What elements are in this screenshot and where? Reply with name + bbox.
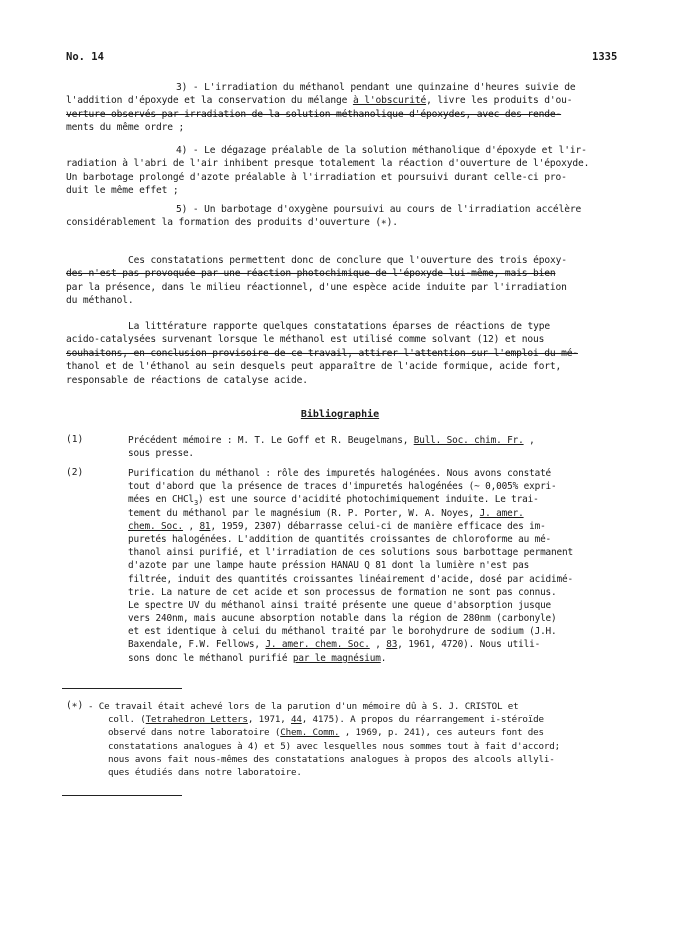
text-line: radiation à l'abri de l'air inhibent presque totalement la réaction d'ouverture de l'époxyde. [66, 158, 590, 170]
journal-name: Tetrahedron Letters [145, 714, 248, 726]
struck-text-line: verture observés par irradiation de la solution méthanolique d'époxydes, avec des rende- [66, 108, 562, 120]
conclusion-paragraph [66, 254, 622, 308]
text-line: responsable de réactions de catalyse acide. [66, 374, 308, 386]
text-line: ments du même ordre ; [66, 122, 185, 134]
text-line: chem. Soc. , 81, 1959, 2307) débarrasse celui-ci de manière efficace des im- [128, 520, 546, 532]
text-line: du méthanol. [66, 295, 134, 307]
underlined-phrase: à l'obscurité [352, 95, 427, 107]
text-line: duit le même effet ; [66, 185, 179, 197]
literature-paragraph [66, 320, 622, 387]
volume-number: 81 [199, 520, 211, 532]
page-number: 1335 [592, 51, 618, 63]
text-line: coll. (Tetrahedron Letters, 1971, 44, 4175). A propos du réarrangement i-stéroïde [108, 714, 544, 726]
text-line: puretés halogénées. L'addition de quantités croissantes de chloroforme au mé- [128, 533, 552, 545]
footnote-mark: (∗) [66, 700, 84, 711]
text-line: thanol et de l'éthanol au sein desquels peut apparaître de l'acide formique, acide fort, [66, 361, 562, 373]
volume-number: 83 [386, 639, 398, 651]
text-line: 5) - Un barbotage d'oxygène poursuivi au cours de l'irradiation accélère [176, 204, 582, 215]
text-line: Le spectre UV du méthanol ainsi traité présente une queue d'absorption jusque [128, 599, 552, 611]
journal-issue: No. 14 [66, 51, 104, 63]
text-line: filtrée, induit des quantités croissantes linéairement d'acide, dosé par acidimé- [128, 573, 574, 585]
text-line: 3) - L'irradiation du méthanol pendant une quinzaine d'heures suivie de [176, 82, 576, 93]
text-line: trie. La nature de cet acide et son processus de formation ne sont pas connus. [128, 586, 557, 598]
text-line: nous avons fait nous-mêmes des constatations analogues à propos des alcools allyli- [108, 753, 555, 765]
text-line: thanol ainsi purifié, et l'irradiation de ces solutions sous barbottage permanent [128, 547, 574, 559]
paragraph-3 [66, 81, 622, 135]
text-line: vers 240nm, mais aucune absorption notable dans la région de 280nm (carbonyle) [128, 613, 557, 625]
text-line: La littérature rapporte quelques constatations éparses de réactions de type [128, 321, 550, 332]
struck-text-line: souhaitons, en conclusion provisoire de ce travail, attirer l'attention sur l'emploi du mé- [66, 347, 578, 359]
text-line: mées en CHCl$_3$) est une source d'acidité photochimiquement induite. Le trai- [128, 494, 539, 508]
text-line: 4) - Le dégazage préalable de la solution méthanolique d'époxyde et l'ir- [176, 145, 587, 156]
text-line: Un barbotage prolongé d'azote préalable à l'irradiation et poursuivi durant celle-ci pro- [66, 171, 567, 183]
paragraph-4 [66, 144, 622, 198]
text-line: par la présence, dans le milieu réactionnel, d'une espèce acide induite par l'irradiation [66, 281, 567, 293]
text-line: Précédent mémoire : M. T. Le Goff et R. Beugelmans, Bull. Soc. chim. Fr. , [128, 435, 535, 446]
text-line: Ces constatations permettent donc de conclure que l'ouverture des trois époxy- [128, 255, 567, 266]
text-line: observé dans notre laboratoire (Chem. Comm. , 1969, p. 241), ces auteurs font des [108, 727, 544, 739]
journal-name: Bull. Soc. chim. Fr. [413, 435, 524, 446]
text-line: acido-catalysées survenant lorsque le méthanol est utilisé comme solvant (12) et nous [66, 334, 545, 346]
text-line: constatations analogues à 4) et 5) avec lesquelles nous sommes tout à fait d'accord; [108, 740, 561, 752]
bottom-separator [62, 795, 182, 796]
text-line: tout d'abord que la présence de traces d'impuretés halogénées (~ 0,005% expri- [128, 481, 557, 493]
paragraph-5 [66, 203, 622, 230]
reference-number: (1) [66, 434, 84, 445]
bibliography-heading: Bibliographie [300, 409, 380, 420]
journal-name: J. amer. [479, 507, 524, 519]
text-line: d'azote par une lampe haute préssion HANAU Q 81 dont la lumière n'est pas [128, 560, 530, 572]
footnote-separator [62, 688, 182, 689]
journal-name: Chem. Comm. [280, 727, 340, 739]
text-line: ques étudiés dans notre laboratoire. [108, 766, 302, 778]
text-line: considérablement la formation des produits d'ouverture (∗). [66, 217, 398, 229]
text-line: Purification du méthanol : rôle des impuretés halogénées. Nous avons constaté [128, 468, 552, 479]
struck-text-line: des n'est pas provoquée par une réaction photochimique de l'époxyde lui-même, mais bien [66, 268, 556, 280]
text-line: sons donc le méthanol purifié par le magnésium. [128, 652, 387, 664]
text-line: sous presse. [128, 448, 194, 460]
journal-name: J. amer. chem. Soc. [265, 639, 370, 651]
reference-number: (2) [66, 467, 84, 478]
text-line: Baxendale, F.W. Fellows, J. amer. chem. Soc. , 83, 1961, 4720). Nous utili- [128, 639, 541, 651]
text-line: et est identique à celui du méthanol traité par le borohydrure de sodium (J.H. [128, 626, 557, 638]
text-line: - Ce travail était achevé lors de la parution d'un mémoire dû à S. J. CRISTOL et [88, 701, 519, 712]
text-line: l'addition d'époxyde et la conservation du mélange à l'obscurité, livre les produits d'ou- [66, 95, 573, 107]
volume-number: 44 [290, 714, 302, 726]
text-line: tement du méthanol par le magnésium (R. P. Porter, W. A. Noyes, J. amer. [128, 507, 524, 519]
